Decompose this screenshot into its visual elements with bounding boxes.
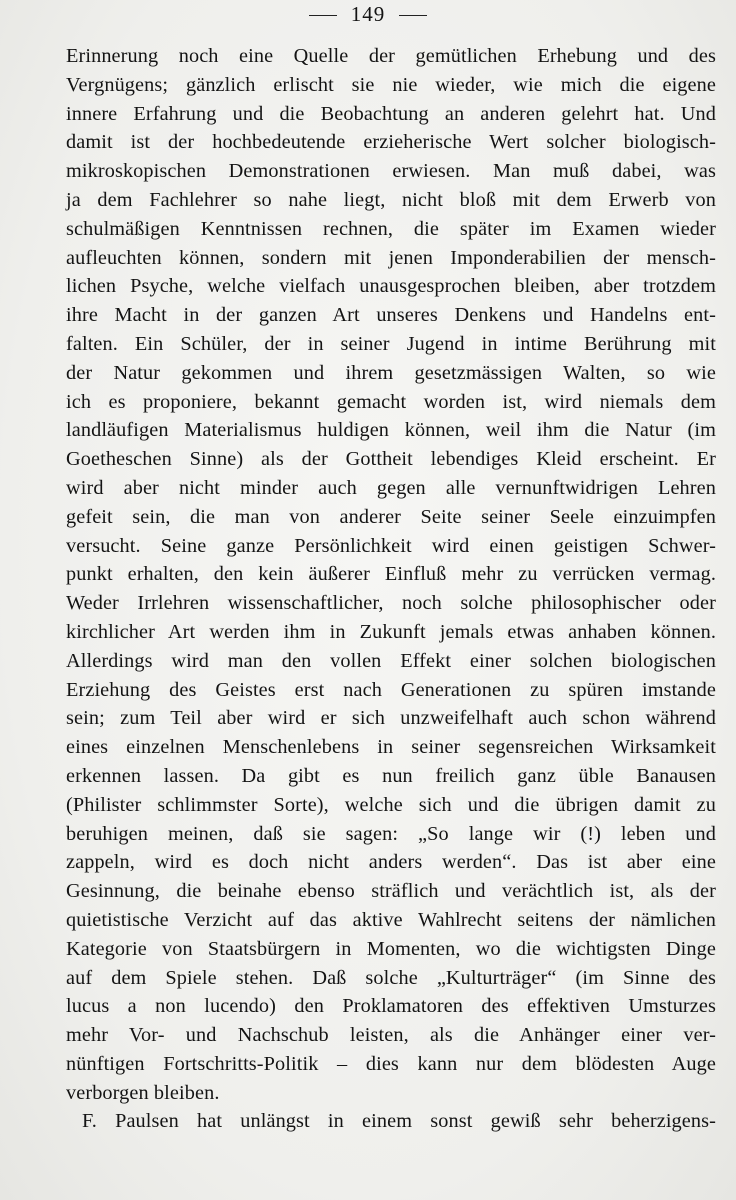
text-line: ihre Macht in der ganzen Art unseres Denkens und Handelns ent- — [66, 304, 716, 327]
text-line: landläufigen Materialismus huldigen können, weil ihm die Natur (im — [66, 419, 716, 442]
paragraph-start-line: F. Paulsen hat unlängst in einem sonst gewiß sehr beherzigens- — [82, 1110, 716, 1133]
text-line: Gesinnung, die beinahe ebenso sträflich und verächtlich ist, als der — [66, 880, 716, 903]
text-line: beruhigen meinen, daß sie sagen: „So lange wir (!) leben und — [66, 822, 716, 845]
text-line: schulmäßigen Kenntnissen rechnen, die später im Examen wieder — [66, 217, 716, 240]
text-line: mikroskopischen Demonstrationen erwiesen. Man muß dabei, was — [66, 160, 716, 183]
text-line: punkt erhalten, den kein äußerer Einfluß mehr zu verrücken vermag. — [66, 563, 716, 586]
text-line: (Philister schlimmster Sorte), welche sich und die übrigen damit zu — [66, 793, 716, 816]
text-line: falten. Ein Schüler, der in seiner Jugend in intime Berührung mit — [66, 332, 716, 355]
text-line: versucht. Seine ganze Persönlichkeit wird einen geistigen Schwer- — [66, 534, 716, 557]
text-line: lichen Psyche, welche vielfach unausgesprochen bleiben, aber trotzdem — [66, 275, 716, 298]
text-line: lucus a non lucendo) den Proklamatoren des effektiven Umsturzes — [66, 995, 716, 1018]
body-text — [66, 42, 716, 1136]
text-line: damit ist der hochbedeutende erzieherische Wert solcher biologisch- — [66, 131, 716, 154]
text-line: wird aber nicht minder auch gegen alle vernunftwidrigen Lehren — [66, 476, 716, 499]
text-line: mehr Vor- und Nachschub leisten, als die Anhänger einer ver- — [66, 1024, 716, 1047]
text-line: zappeln, wird es doch nicht anders werden“. Das ist aber eine — [66, 851, 716, 874]
page-number: 149 — [350, 2, 386, 26]
text-line: Weder Irrlehren wissenschaftlicher, noch solche philosophischer oder — [66, 592, 716, 615]
text-line: aufleuchten können, sondern mit jenen Imponderabilien der mensch- — [66, 246, 716, 269]
text-line: Erziehung des Geistes erst nach Generationen zu spüren imstande — [66, 678, 716, 701]
text-line: gefeit sein, die man von anderer Seite seiner Seele einzuimpfen — [66, 505, 716, 528]
header-dash-left — [309, 15, 337, 16]
text-line: innere Erfahrung und die Beobachtung an anderen gelehrt hat. Und — [66, 102, 716, 125]
page-header — [0, 2, 736, 27]
paragraph-end-line: verborgen bleiben. — [66, 1081, 220, 1104]
text-line: der Natur gekommen und ihrem gesetzmässigen Walten, so wie — [66, 361, 716, 384]
text-line: sein; zum Teil aber wird er sich unzweifelhaft auch schon während — [66, 707, 716, 730]
text-line: Allerdings wird man den vollen Effekt einer solchen biologischen — [66, 649, 716, 672]
text-line: ja dem Fachlehrer so nahe liegt, nicht bloß mit dem Erwerb von — [66, 188, 716, 211]
text-line: Kategorie von Staatsbürgern in Momenten, wo die wichtigsten Dinge — [66, 937, 716, 960]
text-line: auf dem Spiele stehen. Daß solche „Kulturträger“ (im Sinne des — [66, 966, 716, 989]
header-dash-right — [399, 15, 427, 16]
text-line: quietistische Verzicht auf das aktive Wahlrecht seitens der nämlichen — [66, 908, 716, 931]
text-line: Erinnerung noch eine Quelle der gemütlichen Erhebung und des — [66, 45, 716, 67]
text-line: eines einzelnen Menschenlebens in seiner segensreichen Wirksamkeit — [66, 736, 716, 759]
text-line: nünftigen Fortschritts-Politik – dies kann nur dem blödesten Auge — [66, 1052, 716, 1075]
text-line: Goetheschen Sinne) als der Gottheit lebendiges Kleid erscheint. Er — [66, 448, 716, 471]
text-line: ich es proponiere, bekannt gemacht worden ist, wird niemals dem — [66, 390, 716, 413]
text-line: Vergnügens; gänzlich erlischt sie nie wieder, wie mich die eigene — [66, 73, 716, 96]
text-line: kirchlicher Art werden ihm in Zukunft jemals etwas anhaben können. — [66, 620, 716, 643]
text-line: erkennen lassen. Da gibt es nun freilich ganz üble Banausen — [66, 764, 716, 787]
